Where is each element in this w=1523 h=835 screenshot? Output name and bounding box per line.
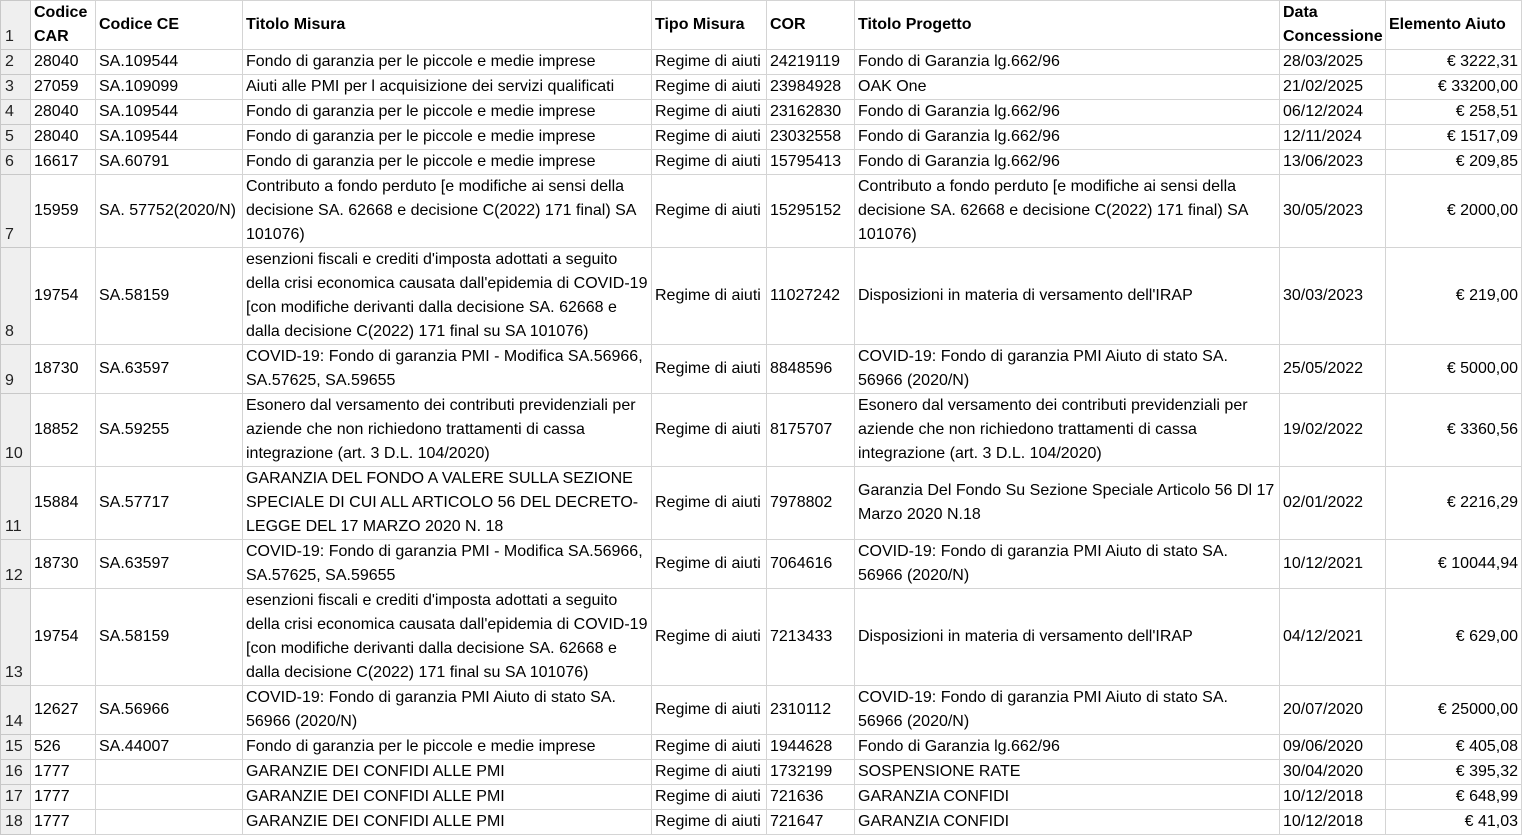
cell-data-concessione[interactable]: 12/11/2024 [1280, 125, 1386, 150]
cell-cor[interactable]: 24219119 [767, 50, 855, 75]
header-row [1, 1, 1522, 50]
cell-titolo-progetto[interactable]: Fondo di Garanzia lg.662/96 [855, 50, 1280, 75]
header-codice-car[interactable]: Codice CAR [31, 1, 96, 50]
cell-tipo-misura[interactable]: Regime di aiuti [652, 785, 767, 810]
table-row [1, 150, 1522, 175]
cell-codice-car[interactable]: 1777 [31, 810, 96, 835]
cell-titolo-progetto[interactable]: COVID-19: Fondo di garanzia PMI Aiuto di stato SA. 56966 (2020/N) [855, 540, 1280, 589]
cell-tipo-misura[interactable]: Regime di aiuti [652, 125, 767, 150]
cell-titolo-misura[interactable]: Esonero dal versamento dei contributi previdenziali per aziende che non richiedono trattamenti di cassa integrazione (art. 3 D.L. 104/2020) [243, 394, 652, 467]
cell-titolo-progetto[interactable]: Contributo a fondo perduto [e modifiche ai sensi della decisione SA. 62668 e decisione C(2022) 171 final) SA 101076) [855, 175, 1280, 248]
row-number[interactable]: 12 [1, 540, 31, 589]
cell-titolo-progetto[interactable]: COVID-19: Fondo di garanzia PMI Aiuto di stato SA. 56966 (2020/N) [855, 345, 1280, 394]
table-row [1, 760, 1522, 785]
header-codice-ce[interactable]: Codice CE [96, 1, 243, 50]
row-number[interactable]: 8 [1, 248, 31, 345]
table-row [1, 75, 1522, 100]
cell-titolo-progetto[interactable]: Fondo di Garanzia lg.662/96 [855, 125, 1280, 150]
table-row [1, 589, 1522, 686]
cell-titolo-misura[interactable]: GARANZIE DEI CONFIDI ALLE PMI [243, 785, 652, 810]
cell-titolo-misura[interactable]: Fondo di garanzia per le piccole e medie imprese [243, 100, 652, 125]
header-titolo-misura[interactable]: Titolo Misura [243, 1, 652, 50]
cell-titolo-progetto[interactable]: Fondo di Garanzia lg.662/96 [855, 735, 1280, 760]
cell-elemento-aiuto[interactable]: € 209,85 [1386, 150, 1522, 175]
table-row [1, 50, 1522, 75]
table-row [1, 394, 1522, 467]
table-row [1, 175, 1522, 248]
cell-titolo-misura[interactable]: COVID-19: Fondo di garanzia PMI - Modifica SA.56966, SA.57625, SA.59655 [243, 540, 652, 589]
cell-titolo-progetto[interactable]: Garanzia Del Fondo Su Sezione Speciale Articolo 56 Dl 17 Marzo 2020 N.18 [855, 467, 1280, 540]
cell-codice-car[interactable]: 526 [31, 735, 96, 760]
cell-codice-car[interactable]: 12627 [31, 686, 96, 735]
cell-tipo-misura[interactable]: Regime di aiuti [652, 810, 767, 835]
cell-elemento-aiuto[interactable]: € 395,32 [1386, 760, 1522, 785]
cell-codice-car[interactable]: 27059 [31, 75, 96, 100]
cell-titolo-progetto[interactable]: Fondo di Garanzia lg.662/96 [855, 150, 1280, 175]
cell-tipo-misura[interactable]: Regime di aiuti [652, 248, 767, 345]
cell-elemento-aiuto[interactable]: € 219,00 [1386, 248, 1522, 345]
cell-data-concessione[interactable]: 30/04/2020 [1280, 760, 1386, 785]
cell-codice-car[interactable]: 15959 [31, 175, 96, 248]
row-number[interactable]: 5 [1, 125, 31, 150]
cell-titolo-misura[interactable]: Fondo di garanzia per le piccole e medie imprese [243, 125, 652, 150]
cell-tipo-misura[interactable]: Regime di aiuti [652, 589, 767, 686]
cell-titolo-progetto[interactable]: Disposizioni in materia di versamento dell'IRAP [855, 589, 1280, 686]
cell-cor[interactable]: 721647 [767, 810, 855, 835]
cell-cor[interactable]: 7213433 [767, 589, 855, 686]
header-titolo-progetto[interactable]: Titolo Progetto [855, 1, 1280, 50]
cell-tipo-misura[interactable]: Regime di aiuti [652, 686, 767, 735]
table-row [1, 785, 1522, 810]
cell-codice-car[interactable]: 1777 [31, 760, 96, 785]
cell-titolo-progetto[interactable]: COVID-19: Fondo di garanzia PMI Aiuto di stato SA. 56966 (2020/N) [855, 686, 1280, 735]
cell-codice-ce[interactable]: SA.63597 [96, 540, 243, 589]
cell-data-concessione[interactable]: 25/05/2022 [1280, 345, 1386, 394]
cell-elemento-aiuto[interactable]: € 1517,09 [1386, 125, 1522, 150]
cell-codice-car[interactable]: 19754 [31, 589, 96, 686]
cell-elemento-aiuto[interactable]: € 405,08 [1386, 735, 1522, 760]
table-row [1, 248, 1522, 345]
cell-data-concessione[interactable]: 13/06/2023 [1280, 150, 1386, 175]
row-number[interactable]: 3 [1, 75, 31, 100]
cell-cor[interactable]: 15295152 [767, 175, 855, 248]
cell-titolo-misura[interactable]: GARANZIE DEI CONFIDI ALLE PMI [243, 810, 652, 835]
cell-tipo-misura[interactable]: Regime di aiuti [652, 394, 767, 467]
cell-titolo-misura[interactable]: COVID-19: Fondo di garanzia PMI Aiuto di stato SA. 56966 (2020/N) [243, 686, 652, 735]
cell-codice-car[interactable]: 15884 [31, 467, 96, 540]
row-number[interactable]: 9 [1, 345, 31, 394]
cell-cor[interactable]: 8848596 [767, 345, 855, 394]
table-row [1, 735, 1522, 760]
cell-cor[interactable]: 2310112 [767, 686, 855, 735]
cell-data-concessione[interactable]: 09/06/2020 [1280, 735, 1386, 760]
row-number[interactable]: 14 [1, 686, 31, 735]
cell-data-concessione[interactable]: 20/07/2020 [1280, 686, 1386, 735]
cell-titolo-progetto[interactable]: Fondo di Garanzia lg.662/96 [855, 100, 1280, 125]
cell-codice-car[interactable]: 16617 [31, 150, 96, 175]
cell-data-concessione[interactable]: 10/12/2018 [1280, 810, 1386, 835]
cell-codice-ce[interactable]: SA.109544 [96, 50, 243, 75]
cell-elemento-aiuto[interactable]: € 33200,00 [1386, 75, 1522, 100]
row-number[interactable]: 2 [1, 50, 31, 75]
cell-elemento-aiuto[interactable]: € 2000,00 [1386, 175, 1522, 248]
cell-codice-car[interactable]: 1777 [31, 785, 96, 810]
cell-titolo-misura[interactable]: GARANZIA DEL FONDO A VALERE SULLA SEZIONE SPECIALE DI CUI ALL ARTICOLO 56 DEL DECRETO-LEGGE DEL 17 MARZO 2020 N. 18 [243, 467, 652, 540]
cell-codice-ce[interactable]: SA.60791 [96, 150, 243, 175]
cell-cor[interactable]: 23162830 [767, 100, 855, 125]
cell-codice-ce[interactable]: SA.109099 [96, 75, 243, 100]
row-number[interactable]: 17 [1, 785, 31, 810]
cell-tipo-misura[interactable]: Regime di aiuti [652, 345, 767, 394]
cell-tipo-misura[interactable]: Regime di aiuti [652, 540, 767, 589]
cell-data-concessione[interactable]: 30/03/2023 [1280, 248, 1386, 345]
cell-titolo-misura[interactable]: Fondo di garanzia per le piccole e medie imprese [243, 150, 652, 175]
cell-tipo-misura[interactable]: Regime di aiuti [652, 467, 767, 540]
cell-cor[interactable]: 721636 [767, 785, 855, 810]
row-number[interactable]: 18 [1, 810, 31, 835]
cell-tipo-misura[interactable]: Regime di aiuti [652, 100, 767, 125]
cell-codice-ce[interactable]: SA. 57752(2020/N) [96, 175, 243, 248]
cell-elemento-aiuto[interactable]: € 10044,94 [1386, 540, 1522, 589]
cell-codice-ce[interactable] [96, 760, 243, 785]
row-number[interactable]: 16 [1, 760, 31, 785]
cell-data-concessione[interactable]: 06/12/2024 [1280, 100, 1386, 125]
cell-titolo-misura[interactable]: esenzioni fiscali e crediti d'imposta adottati a seguito della crisi economica causata dall'epidemia di COVID-19 [con modifiche derivanti dalla decisione SA. 62668 e dalla decisione C(2022) 171 final su SA 101076) [243, 248, 652, 345]
cell-cor[interactable]: 23032558 [767, 125, 855, 150]
row-number[interactable]: 13 [1, 589, 31, 686]
cell-data-concessione[interactable]: 10/12/2021 [1280, 540, 1386, 589]
row-number[interactable]: 1 [1, 1, 31, 50]
header-elemento-aiuto[interactable]: Elemento Aiuto [1386, 1, 1522, 50]
cell-tipo-misura[interactable]: Regime di aiuti [652, 150, 767, 175]
header-cor[interactable]: COR [767, 1, 855, 50]
table-row [1, 540, 1522, 589]
cell-tipo-misura[interactable]: Regime di aiuti [652, 50, 767, 75]
cell-data-concessione[interactable]: 28/03/2025 [1280, 50, 1386, 75]
cell-data-concessione[interactable]: 21/02/2025 [1280, 75, 1386, 100]
cell-titolo-progetto[interactable]: GARANZIA CONFIDI [855, 810, 1280, 835]
cell-codice-car[interactable]: 28040 [31, 125, 96, 150]
cell-codice-ce[interactable] [96, 785, 243, 810]
cell-codice-ce[interactable]: SA.57717 [96, 467, 243, 540]
cell-cor[interactable]: 23984928 [767, 75, 855, 100]
cell-titolo-progetto[interactable]: Disposizioni in materia di versamento dell'IRAP [855, 248, 1280, 345]
cell-titolo-progetto[interactable]: SOSPENSIONE RATE [855, 760, 1280, 785]
cell-codice-car[interactable]: 19754 [31, 248, 96, 345]
row-number[interactable]: 4 [1, 100, 31, 125]
cell-codice-ce[interactable]: SA.44007 [96, 735, 243, 760]
cell-tipo-misura[interactable]: Regime di aiuti [652, 175, 767, 248]
cell-titolo-misura[interactable]: Fondo di garanzia per le piccole e medie imprese [243, 50, 652, 75]
cell-codice-ce[interactable]: SA.58159 [96, 248, 243, 345]
row-number[interactable]: 10 [1, 394, 31, 467]
cell-titolo-progetto[interactable]: OAK One [855, 75, 1280, 100]
cell-titolo-misura[interactable]: Fondo di garanzia per le piccole e medie imprese [243, 735, 652, 760]
cell-cor[interactable]: 15795413 [767, 150, 855, 175]
cell-elemento-aiuto[interactable]: € 25000,00 [1386, 686, 1522, 735]
cell-cor[interactable]: 8175707 [767, 394, 855, 467]
cell-codice-ce[interactable]: SA.109544 [96, 100, 243, 125]
cell-titolo-misura[interactable]: GARANZIE DEI CONFIDI ALLE PMI [243, 760, 652, 785]
cell-codice-car[interactable]: 28040 [31, 100, 96, 125]
cell-data-concessione[interactable]: 04/12/2021 [1280, 589, 1386, 686]
table-row [1, 810, 1522, 835]
cell-cor[interactable]: 1732199 [767, 760, 855, 785]
cell-codice-car[interactable]: 18852 [31, 394, 96, 467]
cell-elemento-aiuto[interactable]: € 648,99 [1386, 785, 1522, 810]
cell-cor[interactable]: 11027242 [767, 248, 855, 345]
table-row [1, 686, 1522, 735]
cell-cor[interactable]: 7978802 [767, 467, 855, 540]
cell-data-concessione[interactable]: 02/01/2022 [1280, 467, 1386, 540]
cell-titolo-misura[interactable]: Contributo a fondo perduto [e modifiche ai sensi della decisione SA. 62668 e decisione C(2022) 171 final) SA 101076) [243, 175, 652, 248]
cell-codice-ce[interactable]: SA.56966 [96, 686, 243, 735]
cell-data-concessione[interactable]: 30/05/2023 [1280, 175, 1386, 248]
table-row [1, 100, 1522, 125]
cell-elemento-aiuto[interactable]: € 629,00 [1386, 589, 1522, 686]
cell-elemento-aiuto[interactable]: € 5000,00 [1386, 345, 1522, 394]
header-tipo-misura[interactable]: Tipo Misura [652, 1, 767, 50]
cell-codice-car[interactable]: 18730 [31, 540, 96, 589]
cell-codice-ce[interactable]: SA.109544 [96, 125, 243, 150]
cell-elemento-aiuto[interactable]: € 3222,31 [1386, 50, 1522, 75]
cell-codice-ce[interactable]: SA.63597 [96, 345, 243, 394]
cell-elemento-aiuto[interactable]: € 258,51 [1386, 100, 1522, 125]
cell-codice-car[interactable]: 28040 [31, 50, 96, 75]
cell-codice-ce[interactable]: SA.59255 [96, 394, 243, 467]
table-row [1, 125, 1522, 150]
cell-titolo-progetto[interactable]: Esonero dal versamento dei contributi previdenziali per aziende che non richiedono trattamenti di cassa integrazione (art. 3 D.L. 104/2020) [855, 394, 1280, 467]
cell-elemento-aiuto[interactable]: € 3360,56 [1386, 394, 1522, 467]
row-number[interactable]: 11 [1, 467, 31, 540]
cell-tipo-misura[interactable]: Regime di aiuti [652, 75, 767, 100]
cell-codice-ce[interactable]: SA.58159 [96, 589, 243, 686]
cell-titolo-misura[interactable]: esenzioni fiscali e crediti d'imposta adottati a seguito della crisi economica causata dall'epidemia di COVID-19 [con modifiche derivanti dalla decisione SA. 62668 e dalla decisione C(2022) 171 final su SA 101076) [243, 589, 652, 686]
cell-data-concessione[interactable]: 10/12/2018 [1280, 785, 1386, 810]
cell-cor[interactable]: 1944628 [767, 735, 855, 760]
row-number[interactable]: 7 [1, 175, 31, 248]
cell-cor[interactable]: 7064616 [767, 540, 855, 589]
cell-data-concessione[interactable]: 19/02/2022 [1280, 394, 1386, 467]
cell-codice-car[interactable]: 18730 [31, 345, 96, 394]
cell-codice-ce[interactable] [96, 810, 243, 835]
cell-tipo-misura[interactable]: Regime di aiuti [652, 735, 767, 760]
header-data-concessione[interactable]: Data Concessione [1280, 1, 1386, 50]
table-row [1, 345, 1522, 394]
cell-titolo-misura[interactable]: Aiuti alle PMI per l acquisizione dei servizi qualificati [243, 75, 652, 100]
row-number[interactable]: 15 [1, 735, 31, 760]
cell-titolo-progetto[interactable]: GARANZIA CONFIDI [855, 785, 1280, 810]
cell-titolo-misura[interactable]: COVID-19: Fondo di garanzia PMI - Modifica SA.56966, SA.57625, SA.59655 [243, 345, 652, 394]
row-number[interactable]: 6 [1, 150, 31, 175]
table-row [1, 467, 1522, 540]
cell-elemento-aiuto[interactable]: € 2216,29 [1386, 467, 1522, 540]
cell-tipo-misura[interactable]: Regime di aiuti [652, 760, 767, 785]
cell-elemento-aiuto[interactable]: € 41,03 [1386, 810, 1522, 835]
